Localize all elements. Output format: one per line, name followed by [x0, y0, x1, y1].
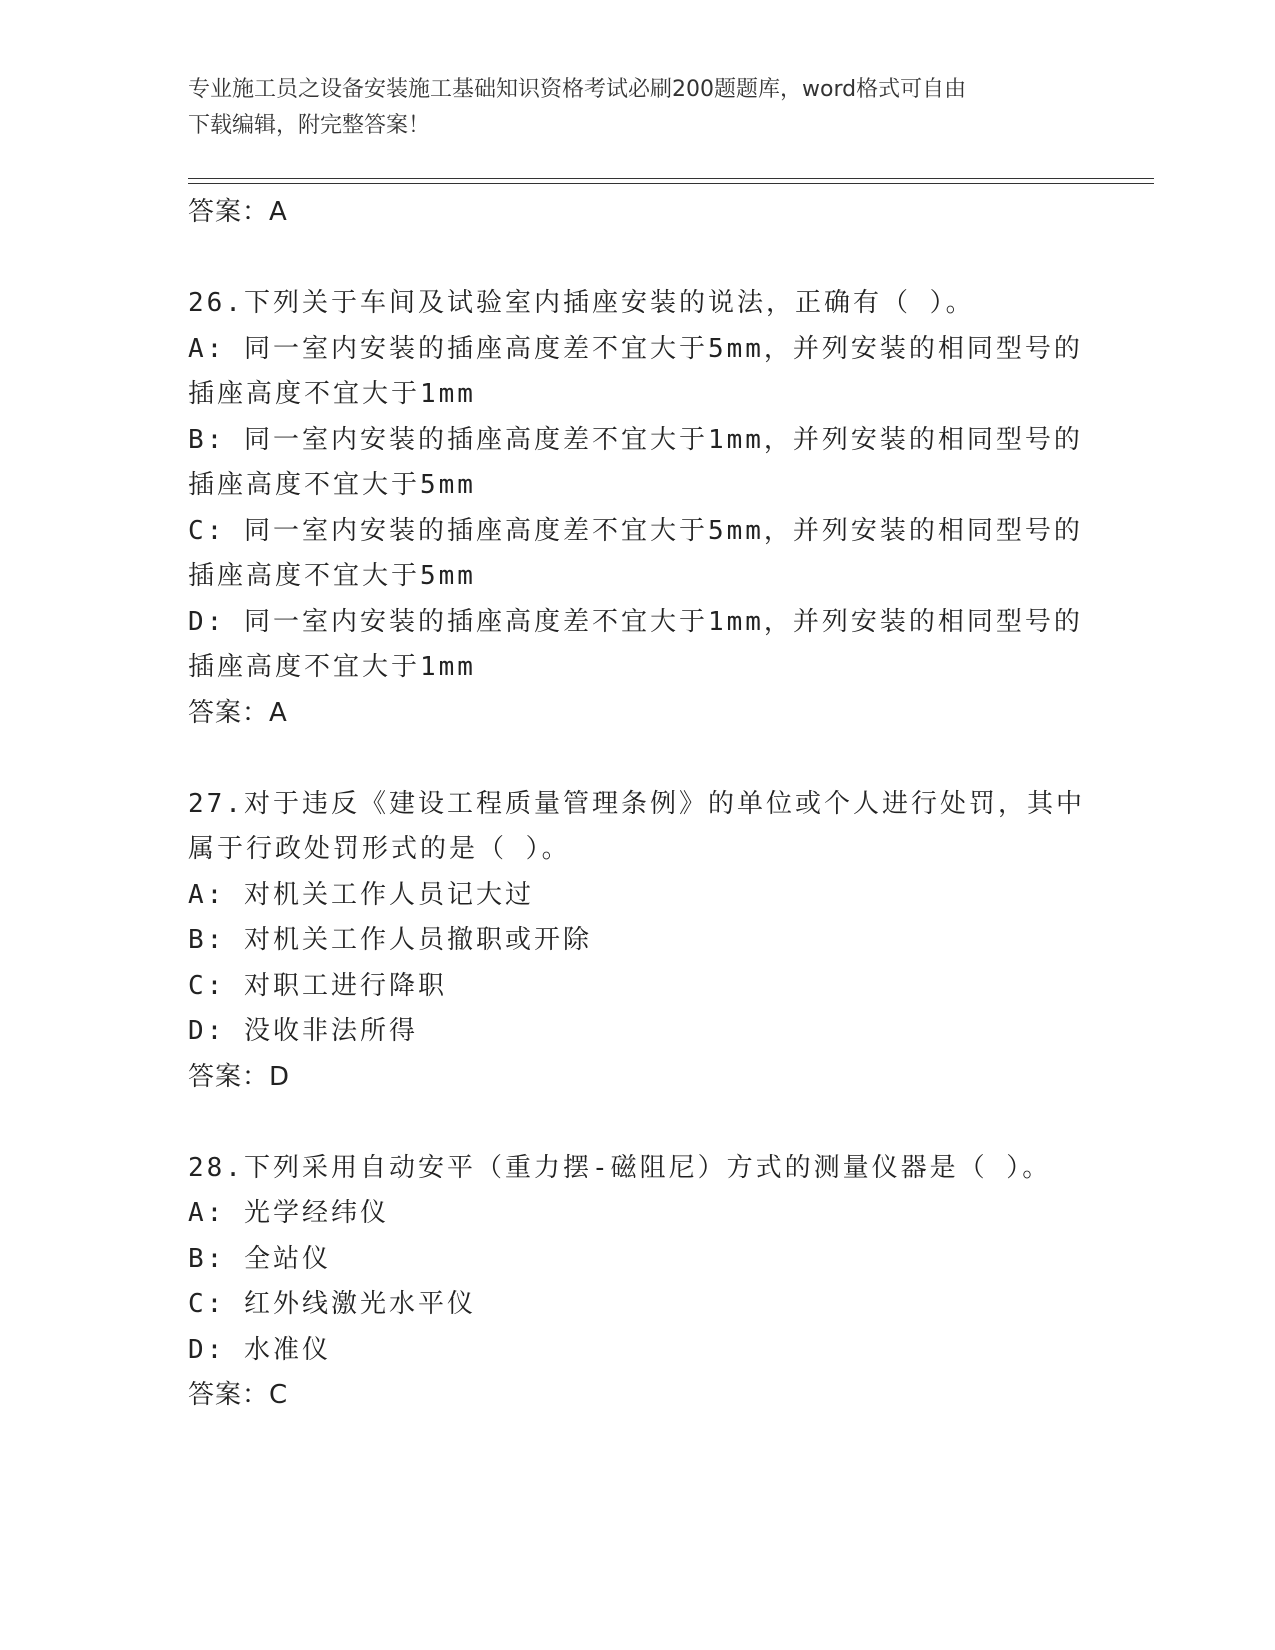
spacer	[188, 1100, 1088, 1146]
option-a-cont: 插座高度不宜大于1mm	[188, 379, 476, 409]
option-d: D: 同一室内安装的插座高度差不宜大于1mm，并列安装的相同型号的	[188, 606, 1083, 637]
option-b: B: 全站仪	[188, 1243, 331, 1274]
previous-answer: 答案：A	[188, 197, 288, 227]
option-b-cont: 插座高度不宜大于5mm	[188, 470, 476, 500]
question-block-26	[188, 281, 1088, 736]
question-title: 28.下列采用自动安平（重力摆-磁阻尼）方式的测量仪器是（ ）。	[188, 1152, 1052, 1183]
option-d: D: 水准仪	[188, 1334, 331, 1365]
option-d-cont: 插座高度不宜大于1mm	[188, 652, 476, 682]
question-title: 26.下列关于车间及试验室内插座安装的说法，正确有（ ）。	[188, 288, 975, 318]
answer-line: 答案：D	[188, 1061, 291, 1092]
spacer	[188, 736, 1088, 782]
option-a: A: 光学经纬仪	[188, 1198, 389, 1228]
option-b: B: 同一室内安装的插座高度差不宜大于1mm，并列安装的相同型号的	[188, 424, 1083, 455]
option-c: C: 同一室内安装的插座高度差不宜大于5mm，并列安装的相同型号的	[188, 515, 1083, 546]
question-block-27	[188, 782, 1088, 1101]
question-content	[188, 190, 1088, 1419]
option-c-cont: 插座高度不宜大于5mm	[188, 561, 476, 591]
option-c: C: 红外线激光水平仪	[188, 1289, 476, 1319]
header-rule-bottom	[188, 183, 1154, 184]
header-line-2: 下载编辑，附完整答案！	[188, 113, 431, 138]
spacer	[188, 236, 1088, 282]
answer-line: 答案：A	[188, 697, 288, 728]
option-a: A: 对机关工作人员记大过	[188, 879, 534, 910]
header-rule-top	[188, 178, 1154, 179]
question-title-cont: 属于行政处罚形式的是（ ）。	[188, 834, 571, 864]
question-title: 27.对于违反《建设工程质量管理条例》的单位或个人进行处罚，其中	[188, 788, 1085, 819]
header-line-1: 专业施工员之设备安装施工基础知识资格考试必刷200题题库，word格式可自由	[188, 77, 967, 102]
document-header	[188, 72, 1068, 144]
question-block-28	[188, 1146, 1088, 1419]
option-a: A: 同一室内安装的插座高度差不宜大于5mm，并列安装的相同型号的	[188, 333, 1083, 364]
option-c: C: 对职工进行降职	[188, 970, 447, 1001]
option-d: D: 没收非法所得	[188, 1016, 418, 1046]
option-b: B: 对机关工作人员撤职或开除	[188, 925, 592, 955]
answer-line: 答案：C	[188, 1380, 289, 1410]
